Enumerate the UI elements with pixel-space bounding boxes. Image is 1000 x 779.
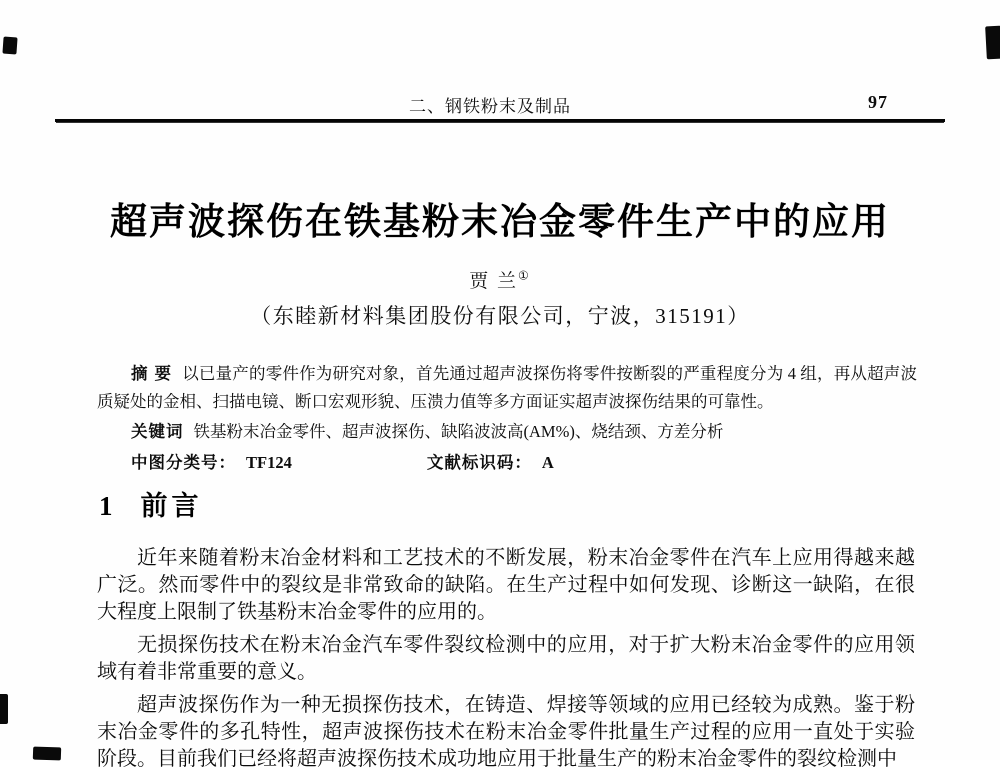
section-1-title: 前言 (140, 491, 203, 521)
intro-paragraph-2: 无损探伤技术在粉末冶金汽车零件裂纹检测中的应用，对于扩大粉末冶金零件的应用领域有着非常重要的意义。 (97, 634, 915, 683)
header-rule (55, 119, 945, 122)
keywords-text: 铁基粉末冶金零件、超声波探伤、缺陷波波高(AM%)、烧结颈、方差分析 (193, 422, 724, 441)
paper-title: 超声波探伤在铁基粉末冶金零件生产中的应用 (110, 200, 890, 242)
running-header (0, 92, 1000, 117)
scan-artifact-bottom-left (33, 747, 61, 761)
section-1-heading (99, 484, 203, 523)
doc-code-label: 文献标识码： (426, 454, 532, 472)
author-line (0, 266, 1000, 293)
introduction-body (97, 545, 915, 779)
section-1-number: 1 (99, 491, 113, 521)
intro-paragraph-3: 超声波探伤作为一种无损探伤技术，在铸造、焊接等领域的应用已经较为成熟。鉴于粉末冶金零件的多孔特性，超声波探伤技术在粉末冶金零件批量生产过程的应用一直处于实验阶段。目前我们已经将超声波探伤技术成功地应用于批量生产的粉末冶金零件的裂纹检测中 (97, 694, 915, 770)
front-matter (97, 360, 917, 480)
author-name: 贾 兰 (469, 271, 518, 292)
scan-artifact-top-right (985, 26, 1000, 60)
clc-label: 中图分类号： (131, 454, 236, 472)
running-header-section-label: 二、钢铁粉末及制品 (409, 97, 571, 116)
affiliation-line: （东睦新材料集团股份有限公司，宁波，315191） (250, 304, 750, 328)
abstract-label: 摘 要 (131, 365, 173, 383)
classification-line (97, 449, 917, 477)
keywords-label: 关键词 (131, 423, 184, 441)
clc-value: TF124 (246, 453, 292, 472)
doc-code-value: A (541, 453, 554, 472)
page-number: 97 (868, 92, 888, 112)
intro-paragraph-1: 近年来随着粉末冶金材料和工艺技术的不断发展，粉末冶金零件在汽车上应用得越来越广泛。然而零件中的裂纹是非常致命的缺陷。在生产过程中如何发现、诊断这一缺陷，在很大程度上限制了铁基粉末冶金零件的应用的。 (97, 547, 915, 623)
abstract-paragraph (97, 360, 917, 415)
scan-artifact-top-left (2, 37, 17, 55)
abstract-text: 以已量产的零件作为研究对象，首先通过超声波探伤将零件按断裂的严重程度分为 4 组，再从超声波质疑处的金相、扫描电镜、断口宏观形貌、压溃力值等多方面证实超声波探伤结果的可靠性。 (97, 364, 917, 411)
author-footnote-mark: ① (518, 268, 531, 283)
keywords-line (97, 418, 917, 446)
scan-artifact-left-edge (0, 694, 8, 724)
